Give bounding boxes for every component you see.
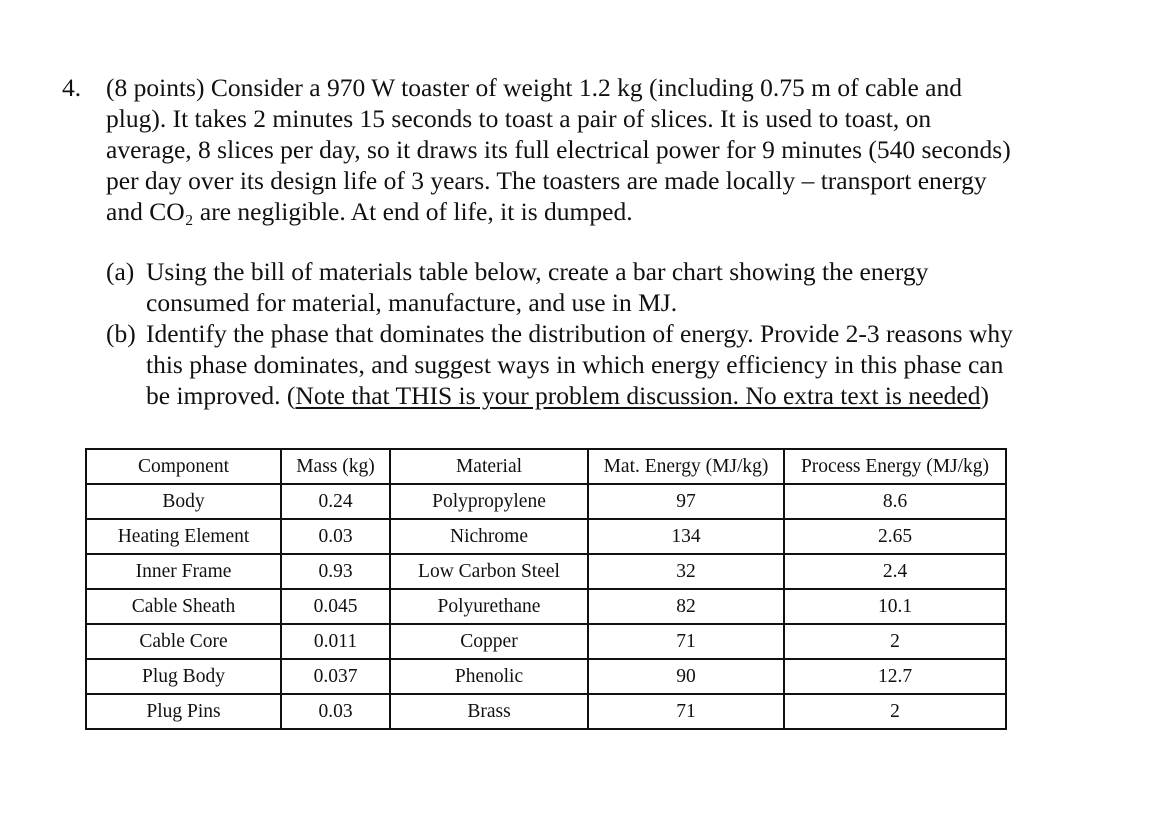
table-row: [86, 554, 1006, 589]
table-header-row: [86, 449, 1006, 484]
question-line: average, 8 slices per day, so it draws its full electrical power for 9 minutes (540 seconds): [106, 135, 1011, 164]
column-header: Process Energy (MJ/kg): [784, 449, 1006, 484]
table-cell: 0.03: [281, 519, 390, 554]
table-cell: 2.65: [784, 519, 1006, 554]
part-b-note: Note that THIS is your problem discussion. No extra text is needed: [295, 381, 981, 410]
column-header: Component: [86, 449, 281, 484]
table-cell: 71: [588, 624, 784, 659]
table-cell: Polypropylene: [390, 484, 588, 519]
table-row: [86, 694, 1006, 729]
table-cell: 32: [588, 554, 784, 589]
part-b-label: (b): [106, 319, 136, 348]
table-cell: Polyurethane: [390, 589, 588, 624]
part-b-last-line: [146, 380, 1076, 411]
part-b-line: this phase dominates, and suggest ways in which energy efficiency in this phase can: [146, 350, 1004, 379]
question-parts: [106, 256, 1076, 411]
table-cell: 2.4: [784, 554, 1006, 589]
question-line: plug). It takes 2 minutes 15 seconds to toast a pair of slices. It is used to toast, on: [106, 104, 932, 133]
part-a-line: consumed for material, manufacture, and use in MJ.: [146, 288, 678, 317]
part-a-label: (a): [106, 257, 135, 286]
table-row: [86, 624, 1006, 659]
column-header: Mass (kg): [281, 449, 390, 484]
table-cell: 12.7: [784, 659, 1006, 694]
bill-of-materials-table: [85, 448, 1007, 730]
table-cell: 82: [588, 589, 784, 624]
table-cell: 2: [784, 694, 1006, 729]
table-cell: Copper: [390, 624, 588, 659]
part-b-last-suffix: ): [980, 381, 989, 410]
table-cell: 90: [588, 659, 784, 694]
table-row: [86, 519, 1006, 554]
table-cell: Heating Element: [86, 519, 281, 554]
table-cell: 71: [588, 694, 784, 729]
table-row: [86, 659, 1006, 694]
table-cell: 0.93: [281, 554, 390, 589]
question-line: (8 points) Consider a 970 W toaster of weight 1.2 kg (including 0.75 m of cable and: [106, 73, 962, 102]
table-cell: 0.03: [281, 694, 390, 729]
table-cell: 0.24: [281, 484, 390, 519]
table-cell: 10.1: [784, 589, 1006, 624]
table-cell: Low Carbon Steel: [390, 554, 588, 589]
table-row: [86, 589, 1006, 624]
table-cell: Cable Sheath: [86, 589, 281, 624]
table-cell: Plug Pins: [86, 694, 281, 729]
part-a: [106, 256, 1076, 318]
question-text: [106, 72, 1072, 227]
question-4: [62, 72, 1072, 227]
question-line: per day over its design life of 3 years. The toasters are made locally – transport energy: [106, 166, 987, 195]
table-cell: 134: [588, 519, 784, 554]
table-cell: Body: [86, 484, 281, 519]
table-cell: 0.037: [281, 659, 390, 694]
table-cell: Cable Core: [86, 624, 281, 659]
table-cell: 0.045: [281, 589, 390, 624]
table-cell: Nichrome: [390, 519, 588, 554]
table-cell: 0.011: [281, 624, 390, 659]
question-number: 4.: [62, 73, 82, 102]
question-line: and CO₂ are negligible. At end of life, it is dumped.: [106, 197, 633, 226]
table-cell: 97: [588, 484, 784, 519]
column-header: Material: [390, 449, 588, 484]
part-a-line: Using the bill of materials table below, create a bar chart showing the energy: [146, 257, 929, 286]
table-cell: Phenolic: [390, 659, 588, 694]
table-cell: Inner Frame: [86, 554, 281, 589]
column-header: Mat. Energy (MJ/kg): [588, 449, 784, 484]
table-cell: Brass: [390, 694, 588, 729]
part-b-last-prefix: be improved. (: [146, 381, 296, 410]
table-row: [86, 484, 1006, 519]
table-cell: 2: [784, 624, 1006, 659]
part-b-line: Identify the phase that dominates the distribution of energy. Provide 2-3 reasons why: [146, 319, 1013, 348]
part-b: [106, 318, 1076, 411]
table-cell: 8.6: [784, 484, 1006, 519]
table-cell: Plug Body: [86, 659, 281, 694]
